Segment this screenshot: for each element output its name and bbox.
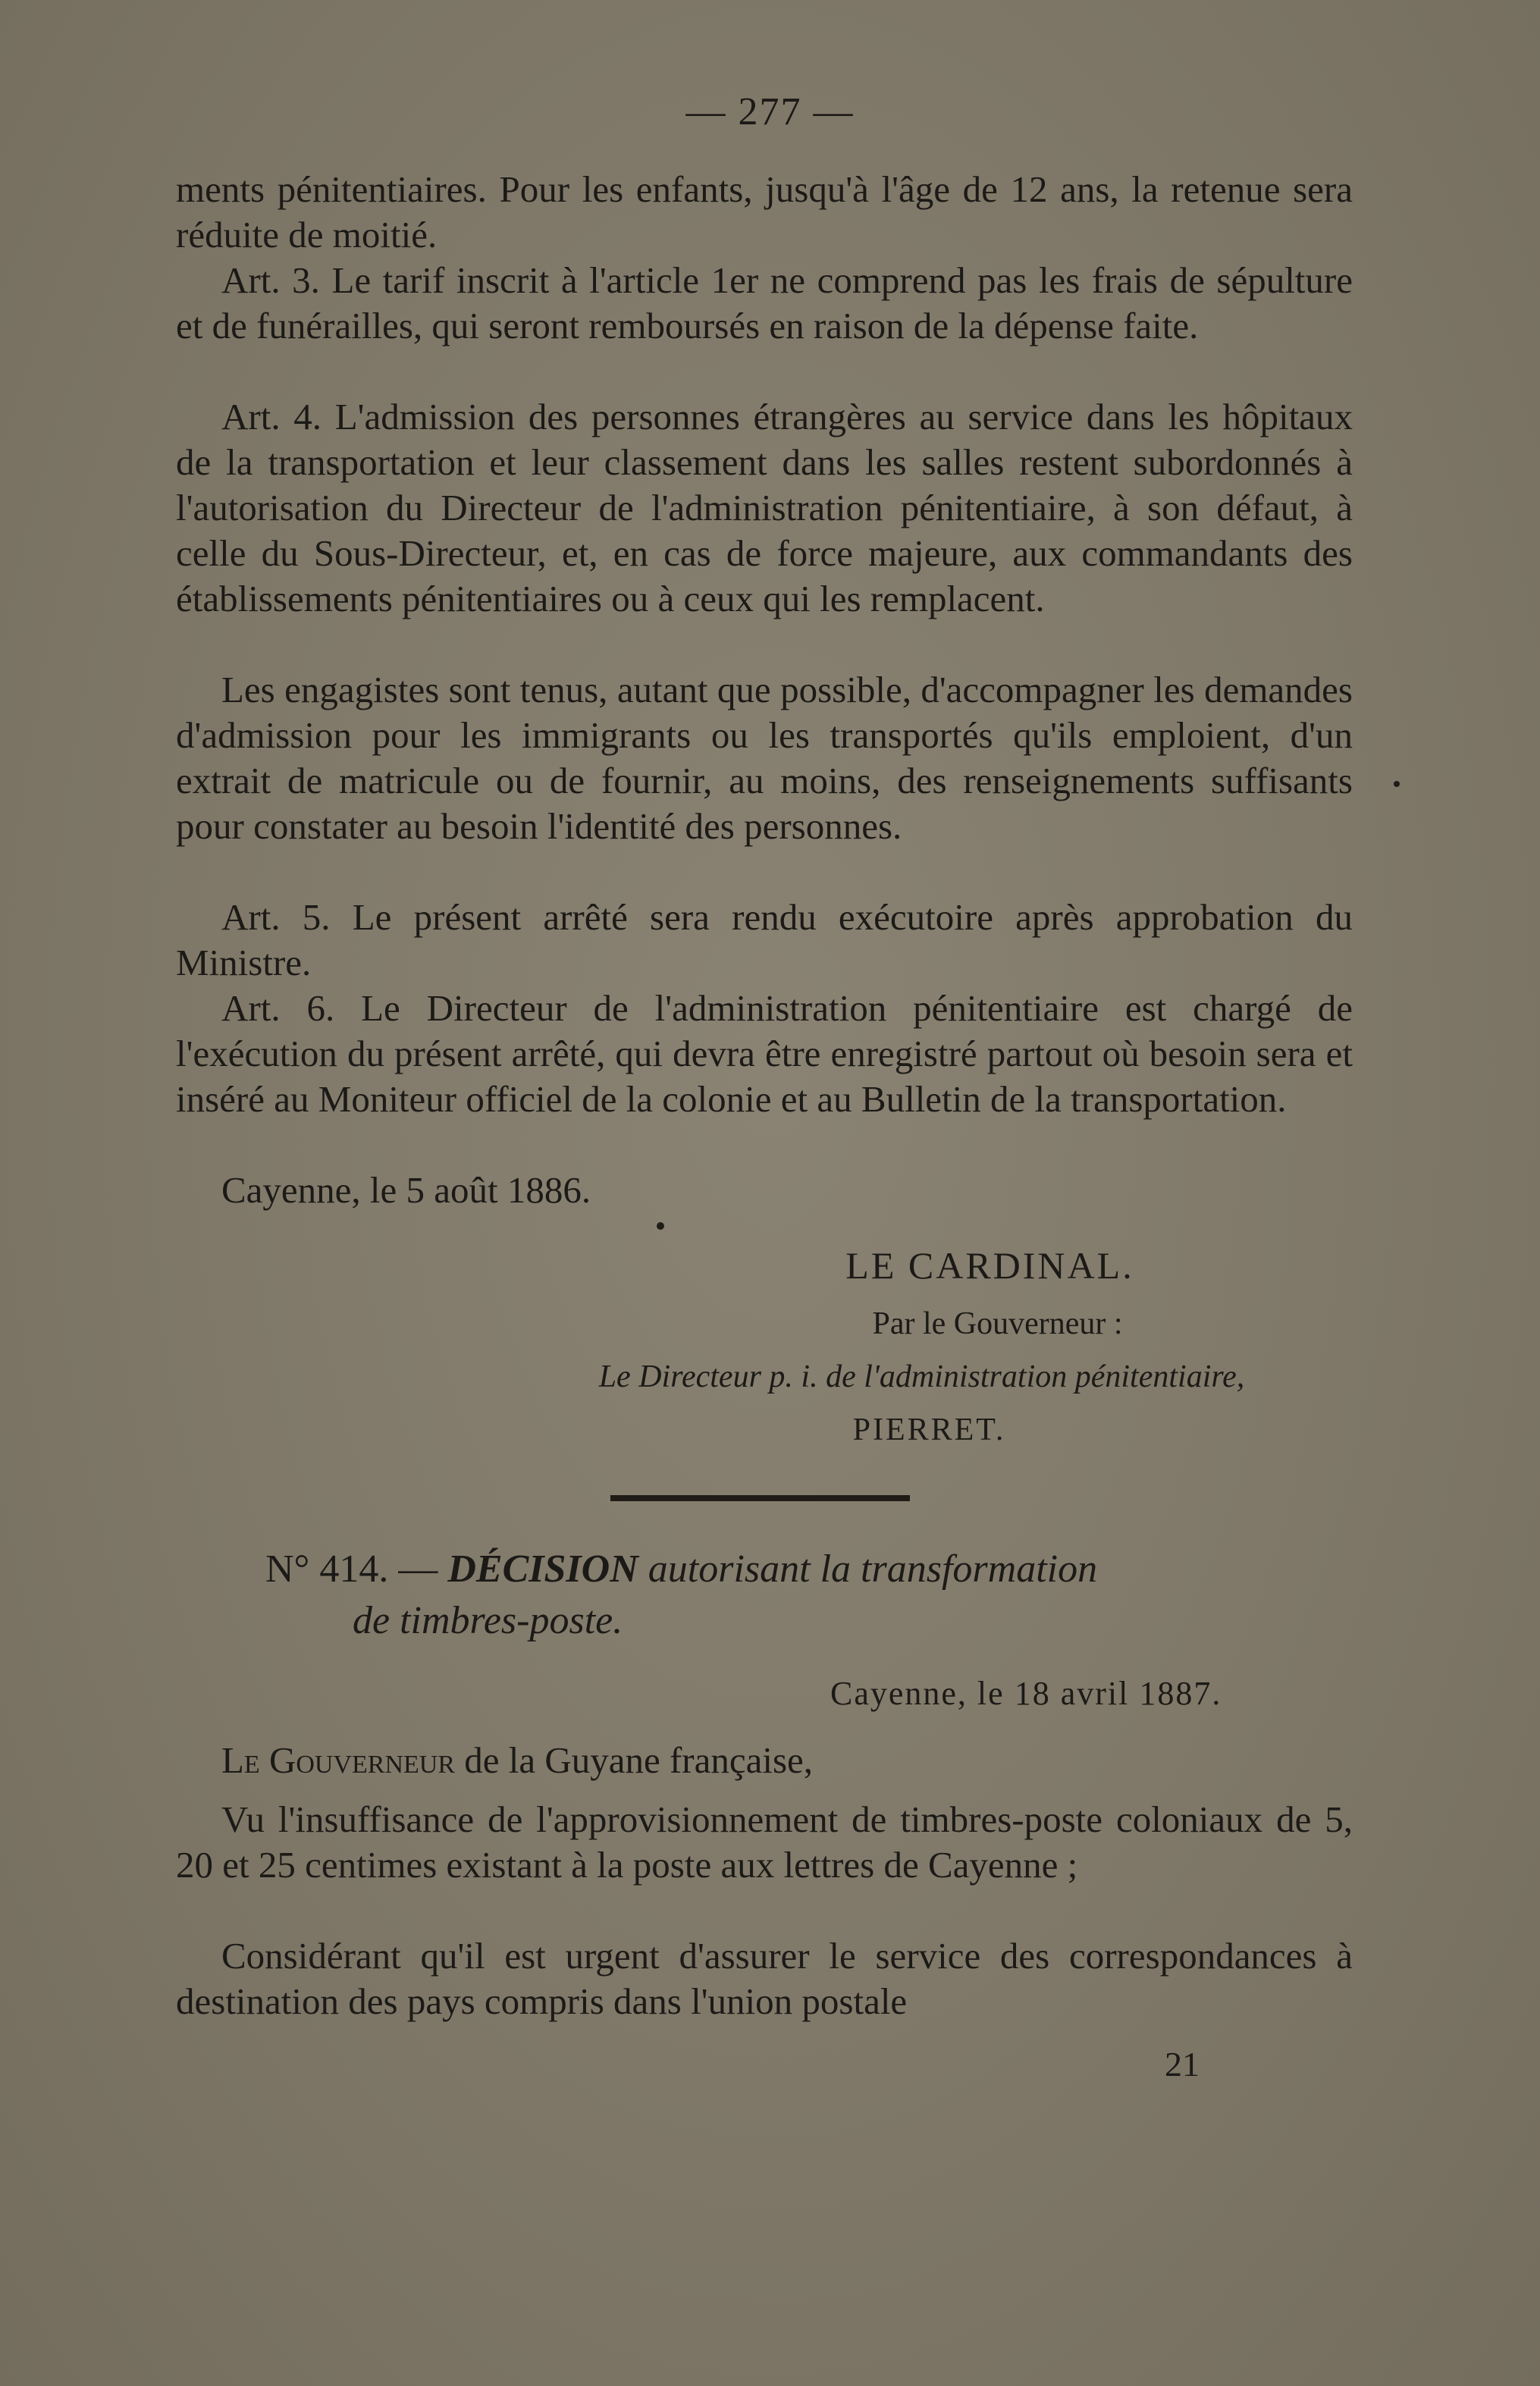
decision-subject-line-1: autorisant la transformation: [648, 1547, 1098, 1591]
decision-intro-governor: Le Gouverneur: [221, 1739, 455, 1781]
section-divider: [610, 1495, 910, 1501]
page-number-header: — 277 —: [685, 90, 855, 133]
decision-dash: —: [398, 1547, 438, 1591]
signatory-name: LE CARDINAL.: [845, 1244, 1134, 1287]
paragraph-date: Cayenne, le 5 août 1886.: [221, 1169, 591, 1211]
signatory-role: Le Directeur p. i. de l'administration pénitentiaire,: [598, 1359, 1245, 1394]
decision-heading: DÉCISION: [447, 1547, 638, 1591]
decision-dateline: Cayenne, le 18 avril 1887.: [830, 1675, 1222, 1712]
decision-title: [265, 1545, 1289, 1594]
decision-vu: Vu l'insuffisance de l'approvisionnement de timbres-poste coloniaux de 5, 20 et 25 centimes existant à la poste aux lettres de Cayenne ;: [176, 1798, 1353, 1886]
paragraph-article-4: Art. 4. L'admission des personnes étrangères au service dans les hôpitaux de la transportation et leur classement dans les salles restent subordonnés à l'autorisation du Directeur de l'administration pénitentiaire, à son défaut, à celle du Sous-Directeur, et, en cas de force majeure, aux commandants des établissements pénitentiaires ou à ceux qui les remplacent.: [176, 396, 1353, 619]
ink-dot: [657, 1222, 664, 1230]
signatory-by-line: Par le Gouverneur :: [872, 1306, 1123, 1341]
signatory-signer: PIERRET.: [852, 1412, 1006, 1447]
paragraph-article-3: Art. 3. Le tarif inscrit à l'article 1er ne comprend pas les frais de sépulture et de funérailles, qui seront remboursés en raison de la dépense faite.: [176, 259, 1353, 346]
paragraph-article-5: Art. 5. Le présent arrêté sera rendu exécutoire après approbation du Ministre.: [176, 896, 1353, 983]
margin-speck: [1394, 781, 1400, 787]
paragraph-engagistes: Les engagistes sont tenus, autant que possible, d'accompagner les demandes d'admission pour les immigrants ou les transportés qu'ils emploient, d'un extrait de matricule ou de fournir, au moins, des renseignements suffisants pour constater au besoin l'identité des personnes.: [176, 669, 1353, 847]
decision-number: N° 414.: [265, 1547, 389, 1591]
decision-considerant: Considérant qu'il est urgent d'assurer le service des correspondances à destination des pays compris dans l'union postale: [176, 1935, 1353, 2022]
paragraph-article-6: Art. 6. Le Directeur de l'administration pénitentiaire est chargé de l'exécution du présent arrêté, qui devra être enregistré partout où besoin sera et inséré au Moniteur officiel de la colonie et au Bulletin de la transportation.: [176, 987, 1353, 1120]
signature-mark: 21: [1165, 2045, 1200, 2083]
decision-subject-line-2-wrap: [353, 1597, 1376, 1645]
paragraph-continuation: ments pénitentiaires. Pour les enfants, jusqu'à l'âge de 12 ans, la retenue sera réduite de moitié.: [176, 168, 1353, 256]
decision-intro-rest: de la Guyane française,: [464, 1739, 814, 1781]
decision-subject-line-2: de timbres-poste.: [353, 1599, 623, 1642]
decision-intro: [176, 1738, 1353, 1783]
